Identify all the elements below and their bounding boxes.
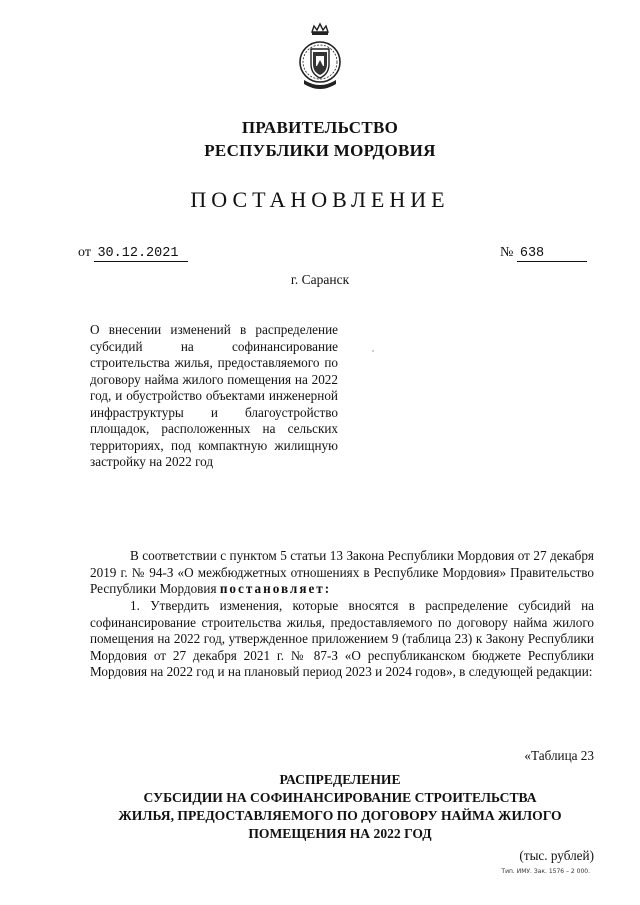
table-reference: «Таблица 23 [524,748,594,763]
coat-of-arms-icon [296,22,344,94]
distribution-title-line4: ПОМЕЩЕНИЯ НА 2022 ГОД [248,826,432,841]
date-prefix: от [78,245,91,260]
government-name-line2: РЕСПУБЛИКИ МОРДОВИЯ [204,141,436,160]
number-value: 638 [517,246,587,262]
units-label: (тыс. рублей) [519,848,594,863]
distribution-title-line1: РАСПРЕДЕЛЕНИЕ [279,772,401,787]
government-name-line1: ПРАВИТЕЛЬСТВО [241,118,399,137]
paragraph-preamble [90,548,594,598]
number-line [500,245,587,262]
resolution-keyword: постановляет: [219,581,332,597]
scan-speck [372,350,374,352]
paragraph-item-1: 1. Утвердить изменения, которые вносятся в распределение субсидий на софинансирование строительства жилья, предоставляемого по договору найма жилого помещения на 2022 год, утвержденное приложением 9 (таблица 23) к Закону Республики Мордовия от 27 декабря 2021 г. № 87-З «О республиканском бюджете Республики Мордовия на 2022 год и на плановый период 2023 и 2024 годов», в следующей редакции: [90,598,594,680]
date-line [78,245,188,262]
city-name: г. Саранск [290,272,350,287]
number-prefix: № [500,245,514,260]
distribution-title-line3: ЖИЛЬЯ, ПРЕДОСТАВЛЯЕМОГО ПО ДОГОВОРУ НАЙМА ЖИЛОГО [118,808,562,823]
print-code: Тип. ИМУ. Зак. 1576 – 2 000. [501,868,590,875]
preamble-text: В соответствии с пунктом 5 статьи 13 Закона Республики Мордовия от 27 декабря 2019 г. № 94-З «О межбюджетных отношениях в Республике Мордовия» Правительство Республики Мордовия [90,548,594,597]
distribution-title [60,771,620,843]
document-type-title: ПОСТАНОВЛЕНИЕ [190,187,450,212]
date-value: 30.12.2021 [94,246,188,262]
document-subject: О внесении изменений в распределение субсидий на софинансирование строительства жилья, предоставляемого по договору найма жилого помещения на 2022 год, и обустройство объектами инженерной инфраструктуры и благоустройство площадок, расположенных на сельских территориях, под компактную жилищную застройку на 2022 год [90,322,338,469]
distribution-title-line2: СУБСИДИИ НА СОФИНАНСИРОВАНИЕ СТРОИТЕЛЬСТВА [143,790,537,805]
